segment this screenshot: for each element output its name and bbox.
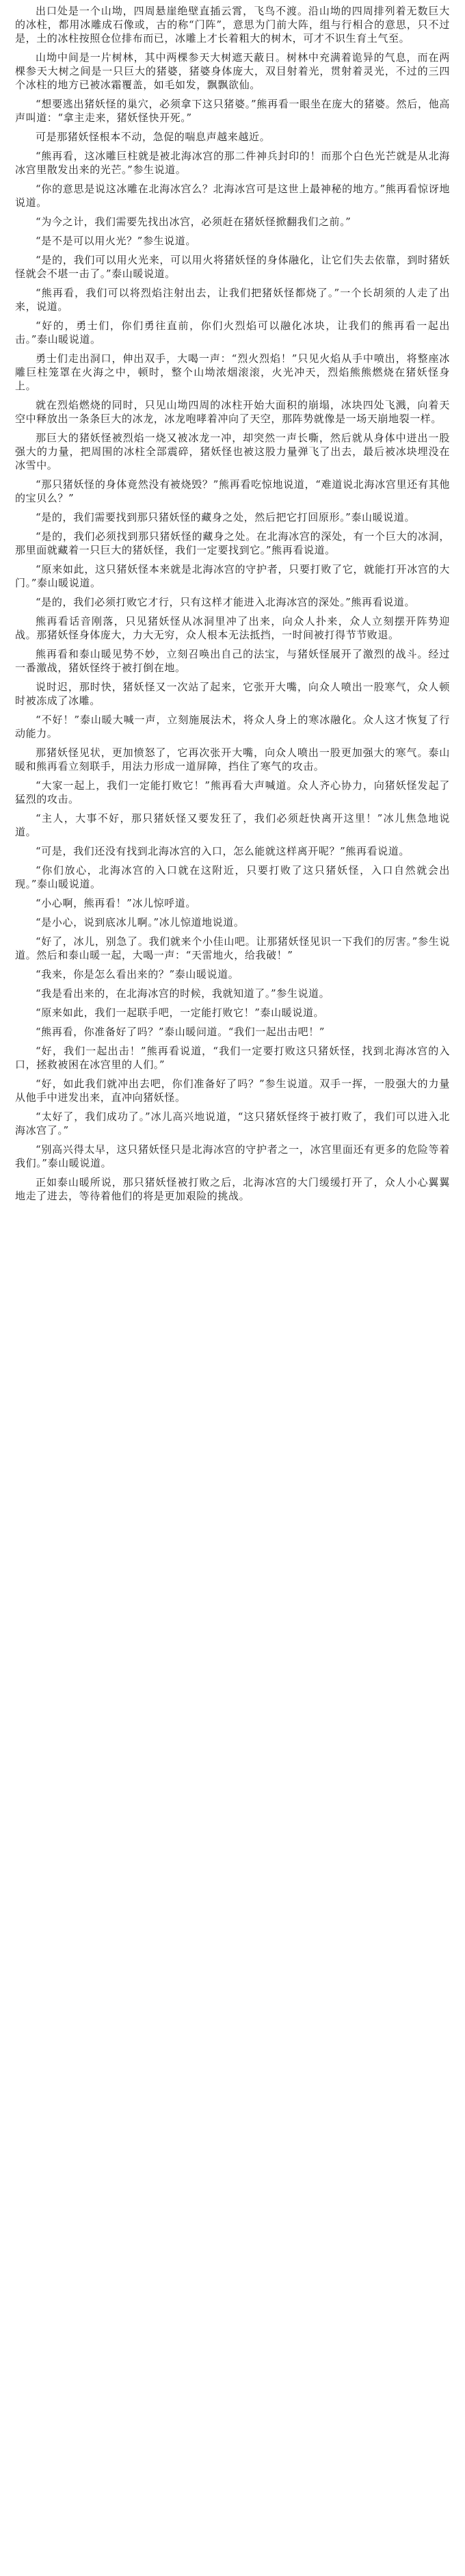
article-paragraph: “想要逃出猪妖怪的巢穴，必须拿下这只猪婆。”熊再看一眼坐在庞大的猪婆。然后，他高声叫道：“拿主走来，猪妖怪快开死。” [15,98,450,124]
article-paragraph: “熊再看，这冰雕巨柱就是被北海冰宫的那二件神兵封印的！而那个白色光芒就是从北海冰宫里散发出来的光芒。”参生说道。 [15,150,450,176]
article-paragraph: 山坳中间是一片树林，其中两棵参天大树遮天蔽日。树林中充满着诡异的气息，而在两棵参天大树之间是一只巨大的猪婆，猪婆身体庞大，双目射着光，贯射着灵光，不过的三四个冰柱的地方已被冰霜覆盖，如毛如发，飘飘欲仙。 [15,51,450,91]
article-paragraph: “为今之计，我们需要先找出冰宫，必须赶在猪妖怪掀翻我们之前。” [36,216,351,228]
article-paragraph: “那只猪妖怪的身体竟然没有被烧毁？”熊再看吃惊地说道，“难道说北海冰宫里还有其他的宝贝么？” [15,478,450,504]
article-paragraph: “熊再看，我们可以将烈焰注射出去，让我们把猪妖怪都烧了。”一个长胡须的人走了出来，说道。 [15,287,450,313]
article-paragraph: “好了，冰儿，别急了。我们就来个小佳山吧。让那猪妖怪见识一下我们的厉害。”参生说道。然后和泰山暖一起，大喝一声：“天雷地火，给我破！” [15,935,450,961]
article-paragraph: “是的，我们必须打败它才行，只有这样才能进入北海冰宫的深处。”熊再看说道。 [36,596,416,608]
article-paragraph: “是的，我们必须找到那只猪妖怪的藏身之处。在北海冰宫的深处，有一个巨大的冰洞，那里面就藏着一只巨大的猪妖怪，我们一定要找到它。”熊再看说道。 [15,530,450,556]
article-paragraph: “是的，我们可以用火光来，可以用火将猪妖怪的身体融化，让它们失去依靠，到时猪妖怪就会不堪一击了。”泰山暖说道。 [15,254,450,280]
article-paragraph: “你们放心，北海冰宫的入口就在这附近，只要打败了这只猪妖怪，入口自然就会出现。”泰山暖说道。 [15,864,450,890]
article-paragraph: “好，如此我们就冲出去吧，你们准备好了吗？”参生说道。双手一挥，一股强大的力量从他手中迸发出来，直冲向猪妖怪。 [15,1078,450,1104]
article-paragraph: “你的意思是说这冰雕在北海冰宫么？北海冰宫可是这世上最神秘的地方。”熊再看惊讶地说道。 [15,183,450,209]
article-paragraph: “主人，大事不好，那只猪妖怪又要发狂了，我们必须赶快离开这里！”冰儿焦急地说道。 [15,812,450,838]
article-paragraph: “太好了，我们成功了。”冰儿高兴地说道，“这只猪妖怪终于被打败了，我们可以进入北海冰宫了。” [15,1110,450,1136]
article-paragraph: 熊再看话音刚落，只见猪妖怪从冰洞里冲了出来，向众人扑来，众人立刻摆开阵势迎战。那猪妖怪身体庞大，力大无穷，众人根本无法抵挡，一时间被打得节节败退。 [15,615,450,641]
article-paragraph: “是不是可以用火光？”参生说道。 [36,235,196,247]
article-paragraph: “大家一起上，我们一定能打败它！”熊再看大声喊道。众人齐心协力，向猪妖怪发起了猛烈的攻击。 [15,779,450,805]
article-paragraph: “我是看出来的，在北海冰宫的时候，我就知道了。”参生说道。 [36,987,330,1000]
article-paragraph: 那巨大的猪妖怪被烈焰一烧又被冰龙一冲，却突然一声长嘶，然后就从身体中迸出一股强大的力量，把周围的冰柱全部震碎，猪妖怪也被这股力量弹飞了出去，最后被冰块埋没在冰雪中。 [15,432,450,471]
article-paragraph: “原来如此，这只猪妖怪本来就是北海冰宫的守护者，只要打败了它，就能打开冰宫的大门。”泰山暖说道。 [15,563,450,589]
article-paragraph: “原来如此，我们一起联手吧，一定能打败它！”泰山暖说道。 [36,1006,325,1019]
article-paragraph: 那猪妖怪见状，更加愤怒了，它再次张开大嘴，向众人喷出一股更加强大的寒气。泰山暖和熊再看立刻联手，用法力形成一道屏障，挡住了寒气的攻击。 [15,746,450,772]
article-paragraph: 可是那猪妖怪根本不动，急促的喘息声越来越近。 [36,131,271,143]
article-paragraph: 说时迟，那时快，猪妖怪又一次站了起来，它张开大嘴，向众人喷出一股寒气，众人顿时被冻成了冰雕。 [15,681,450,707]
article-paragraph: “熊再看，你准备好了吗？”泰山暖问道。“我们一起出击吧！” [36,1026,326,1038]
article-paragraph: “是的，我们需要找到那只猪妖怪的藏身之处，然后把它打回原形。”泰山暖说道。 [36,511,416,523]
article-paragraph: “我来，你是怎么看出来的？”泰山暖说道。 [36,968,239,980]
article-paragraph: “小心啊，熊再看！”冰儿惊呼道。 [36,897,196,909]
article-paragraph: “别高兴得太早，这只猪妖怪只是北海冰宫的守护者之一，冰宫里面还有更多的危险等着我们。”泰山暖说道。 [15,1143,450,1169]
article-paragraph: 出口处是一个山坳，四周悬崖绝壁直插云霄，飞鸟不渡。沿山坳的四周排列着无数巨大的冰柱，都用冰雕成石像或，古的称“门阵”，意思为门前大阵，组与行相合的意思，只不过是，土的冰柱按照仓位排布而已，冰雕上才长着粗大的树木，可才不识生育土气至。 [15,5,450,44]
article-paragraph: “可是，我们还没有找到北海冰宫的入口，怎么能就这样离开呢？”熊再看说道。 [36,845,410,857]
article-paragraph: “好的，勇士们，你们勇往直前，你们火烈焰可以融化冰块，让我们的熊再看一起出击。”泰山暖说道。 [15,320,450,346]
article-paragraph: 勇士们走出洞口，伸出双手，大喝一声：“烈火烈焰！”只见火焰从手中喷出，将整座冰雕巨柱笼罩在火海之中，顿时，整个山坳浓烟滚滚，火光冲天，烈焰熊熊燃烧在猪妖怪身上。 [15,352,450,392]
article-paragraph: 正如泰山暖所说，那只猪妖怪被打败之后，北海冰宫的大门缓缓打开了，众人小心翼翼地走了进去，等待着他们的将是更加艰险的挑战。 [15,1176,450,1202]
article-paragraph: 就在烈焰燃烧的同时，只见山坳四周的冰柱开始大面积的崩塌，冰块四处飞溅，向着天空中释放出一条条巨大的冰龙，冰龙咆哮着冲向了天空，那阵势就像是一场天崩地裂一样。 [15,399,450,425]
article-paragraph: “是小心，说到底冰儿啊。”冰儿惊道地说道。 [36,916,245,928]
article-paragraph: “好，我们一起出击！”熊再看说道，“我们一定要打败这只猪妖怪，找到北海冰宫的入口，拯救被困在冰宫里的人们。” [15,1045,450,1071]
article-paragraph: 熊再看和泰山暖见势不妙，立刻召唤出自己的法宝，与猪妖怪展开了激烈的战斗。经过一番激战，猪妖怪终于被打倒在地。 [15,648,450,674]
article-paragraph: “不好！”泰山暖大喊一声，立刻施展法术，将众人身上的寒冰融化。众人这才恢复了行动能力。 [15,714,450,740]
